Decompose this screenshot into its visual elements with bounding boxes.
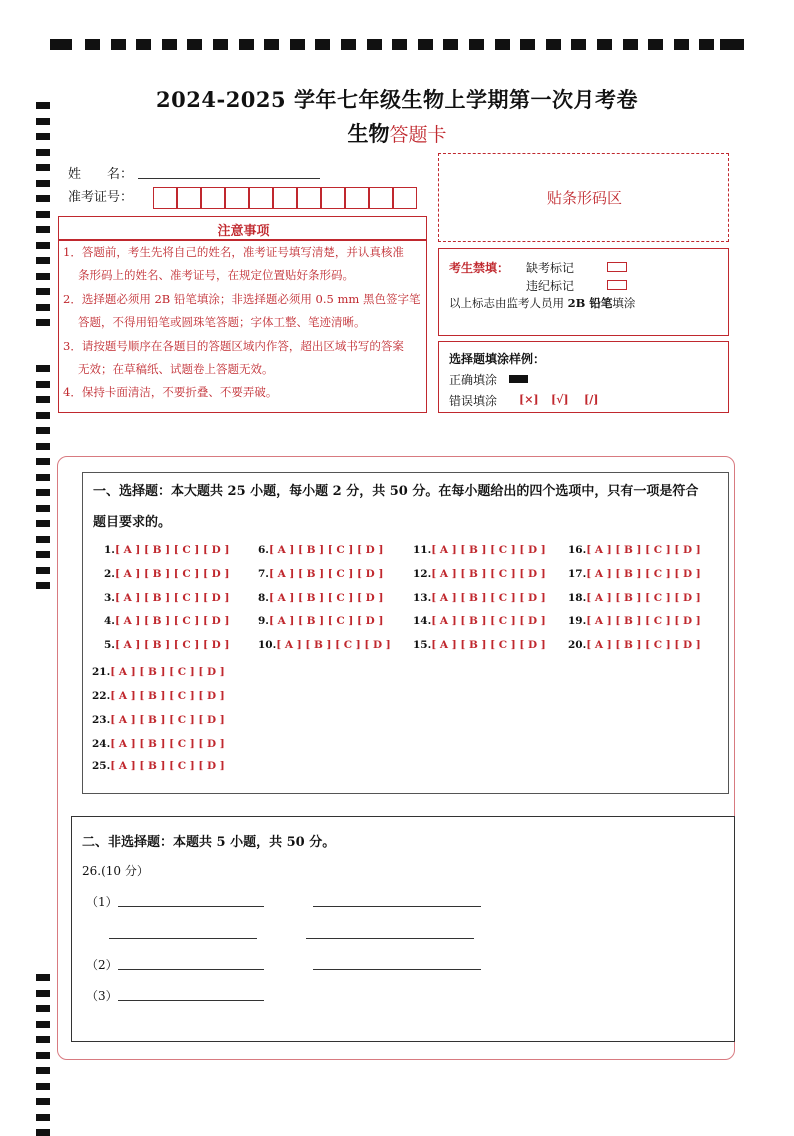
section1-title-line1: 一、选择题：本大题共 25 小题，每小题 2 分，共 50 分。在每小题给出的四个选项中，只有一项是符合 [93,484,699,499]
id-digit-box[interactable] [273,187,297,209]
timing-mark-left [36,489,50,496]
question-number: 19. [568,615,587,627]
notice-line-5: 3．请按题号顺序在各题目的答题区域内作答，超出区域书写的答案 [63,339,404,353]
timing-mark-top [111,39,126,50]
question-number: 12. [413,568,432,580]
answer-line-1d[interactable] [306,938,474,939]
timing-mark-left [36,458,50,465]
notice-title: 注意事项 [217,224,270,239]
id-label: 准考证号： [68,190,134,205]
timing-mark-top [674,39,689,50]
timing-mark-top [162,39,177,50]
timing-mark-top [571,39,586,50]
timing-mark-top [546,39,561,50]
timing-mark-left [36,211,50,218]
timing-mark-left [36,180,50,187]
timing-mark-top [85,39,100,50]
sub-question-1-label: （1） [86,895,118,909]
forbidden-title: 考生禁填： [449,261,510,275]
id-digit-box[interactable] [153,187,177,209]
answer-options[interactable]: [ A ] [ B ] [ C ] [ D ] [268,544,384,556]
answer-options[interactable]: [ A ] [ B ] [ C ] [ D ] [586,544,701,556]
timing-mark-left [36,381,50,388]
id-digit-box[interactable] [177,187,201,209]
timing-mark-left [36,536,50,543]
wrong-mark-check: [√] [551,393,569,406]
choice-question-6 [258,544,383,556]
choice-question-7 [258,568,383,580]
choice-question-14 [413,615,546,627]
exam-title: 2024-2025 学年七年级生物上学期第一次月考卷 [156,87,638,112]
section1-title-line2: 题目要求的。 [93,515,172,530]
forbidden-note [449,295,635,311]
timing-mark-top [290,39,305,50]
correct-fill-sample [509,375,528,383]
answer-options[interactable]: [ A ] [ B ] [ C ] [ D ] [114,544,230,556]
timing-mark-left [36,304,50,311]
question-number: 1. [104,544,115,556]
choice-question-22 [92,690,225,702]
timing-mark-top [187,39,202,50]
timing-mark-top [520,39,535,50]
timing-mark-left [36,1067,50,1074]
answer-options[interactable]: [ A ] [ B ] [ C ] [ D ] [431,568,546,580]
choice-question-2 [104,568,229,580]
barcode-area [438,153,729,242]
answer-line-1b[interactable] [313,906,481,907]
question-number: 16. [568,544,587,556]
question-number: 13. [413,592,432,604]
id-digit-box[interactable] [345,187,369,209]
timing-mark-left [36,1036,50,1043]
answer-options[interactable]: [ A ] [ B ] [ C ] [ D ] [110,714,225,726]
answer-line-1c[interactable] [109,938,257,939]
wrong-mark-x: [×] [519,393,539,406]
choice-question-10 [258,639,391,651]
timing-mark-left [36,1129,50,1136]
answer-line-2a[interactable] [118,969,264,970]
sub-question-2-label: （2） [86,958,118,972]
question-number: 9. [258,615,269,627]
timing-mark-left [36,365,50,372]
timing-mark-top [136,39,151,50]
timing-mark-left [36,1114,50,1121]
timing-mark-top [341,39,356,50]
absent-mark-box[interactable] [607,262,627,272]
choice-question-21 [92,666,225,678]
answer-options[interactable]: [ A ] [ B ] [ C ] [ D ] [431,639,546,651]
choice-question-20 [568,639,701,651]
id-digit-box[interactable] [201,187,225,209]
timing-mark-left [36,195,50,202]
timing-mark-left [36,427,50,434]
fill-example-box [438,341,729,413]
choice-question-8 [258,592,383,604]
question-number: 11. [413,544,432,556]
timing-mark-left [36,443,50,450]
answer-options[interactable]: [ A ] [ B ] [ C ] [ D ] [110,666,225,678]
notice-line-7: 4．保持卡面清洁，不要折叠、不要弄破。 [63,385,278,399]
wrong-mark-slash: [/] [584,393,599,406]
answer-options[interactable]: [ A ] [ B ] [ C ] [ D ] [268,592,384,604]
answer-options[interactable]: [ A ] [ B ] [ C ] [ D ] [114,592,230,604]
timing-mark-left [36,396,50,403]
timing-mark-top [699,39,714,50]
wrong-fill-label: 错误填涂 [449,394,498,408]
forbidden-box [438,248,729,336]
timing-mark-left [36,242,50,249]
timing-mark-left [36,567,50,574]
timing-mark-left [36,1021,50,1028]
name-field[interactable] [138,178,320,179]
answer-options[interactable]: [ A ] [ B ] [ C ] [ D ] [431,544,546,556]
question-number: 17. [568,568,587,580]
timing-mark-left [36,288,50,295]
timing-mark-left [36,257,50,264]
choice-question-17 [568,568,701,580]
timing-mark-top [623,39,638,50]
answer-card-label: 答题卡 [389,124,447,146]
timing-mark-top [213,39,228,50]
timing-mark-left [36,582,50,589]
answer-options[interactable]: [ A ] [ B ] [ C ] [ D ] [586,592,701,604]
absent-label: 缺考标记 [526,261,575,275]
question-number: 3. [104,592,115,604]
question-number: 10. [258,639,277,651]
question-number: 8. [258,592,269,604]
question-number: 24. [92,738,111,750]
forbidden-note-suffix: 填涂 [612,296,636,310]
timing-mark-left [36,974,50,981]
timing-mark-top [315,39,330,50]
choice-question-11 [413,544,546,556]
choice-question-18 [568,592,701,604]
choice-question-23 [92,714,225,726]
timing-mark-left [36,551,50,558]
section2-title: 二、非选择题：本题共 5 小题，共 50 分。 [82,835,336,850]
question-number: 2. [104,568,115,580]
notice-header [58,216,427,240]
answer-options[interactable]: [ A ] [ B ] [ C ] [ D ] [114,615,230,627]
id-digit-box[interactable] [297,187,321,209]
timing-mark-left [36,1052,50,1059]
answer-options[interactable]: [ A ] [ B ] [ C ] [ D ] [114,568,230,580]
question-number: 6. [258,544,269,556]
answer-options[interactable]: [ A ] [ B ] [ C ] [ D ] [114,639,230,651]
notice-line-3: 2．选择题必须用 2B 铅笔填涂；非选择题必须用 0.5 mm 黑色签字笔 [63,292,421,306]
timing-mark-top [443,39,458,50]
answer-options[interactable]: [ A ] [ B ] [ C ] [ D ] [431,592,546,604]
timing-mark-top [418,39,433,50]
timing-mark-left [36,520,50,527]
timing-mark-left [36,273,50,280]
answer-options[interactable]: [ A ] [ B ] [ C ] [ D ] [586,639,701,651]
answer-options[interactable]: [ A ] [ B ] [ C ] [ D ] [276,639,391,651]
choice-question-25 [92,760,225,772]
choice-question-1 [104,544,229,556]
timing-mark-top [597,39,612,50]
correct-fill-label: 正确填涂 [449,373,498,387]
answer-line-1a[interactable] [118,906,264,907]
question-number: 22. [92,690,111,702]
timing-mark-top [392,39,407,50]
notice-line-6: 无效；在草稿纸、试题卷上答题无效。 [78,362,274,376]
choice-question-12 [413,568,546,580]
answer-options[interactable]: [ A ] [ B ] [ C ] [ D ] [268,615,384,627]
question-number: 5. [104,639,115,651]
answer-options[interactable]: [ A ] [ B ] [ C ] [ D ] [431,615,546,627]
exam-subtitle [0,118,794,148]
forbidden-note-prefix: 以上标志由监考人员用 [449,296,568,310]
timing-mark-left [36,505,50,512]
timing-mark-top [648,39,663,50]
timing-mark-top [239,39,254,50]
choice-question-24 [92,738,225,750]
answer-options[interactable]: [ A ] [ B ] [ C ] [ D ] [586,568,701,580]
timing-mark-top [50,39,72,50]
timing-mark-top [367,39,382,50]
notice-line-2: 条形码上的姓名、准考证号，在规定位置贴好条形码。 [78,268,354,282]
answer-options[interactable]: [ A ] [ B ] [ C ] [ D ] [586,615,701,627]
name-label: 姓 名： [68,167,134,182]
choice-question-19 [568,615,701,627]
question-number: 21. [92,666,111,678]
timing-mark-top [264,39,279,50]
subject-label: 生物 [347,121,390,146]
question-number: 20. [568,639,587,651]
question-number: 25. [92,760,111,772]
choice-question-9 [258,615,383,627]
notice-line-1: 1．答题前，考生先将自己的姓名，准考证号填写清楚，并认真核准 [63,245,404,259]
answer-options[interactable]: [ A ] [ B ] [ C ] [ D ] [110,760,225,772]
timing-mark-left [36,1005,50,1012]
question-number: 23. [92,714,111,726]
forbidden-note-bold: 2B 铅笔 [567,296,613,310]
barcode-area-label: 贴条形码区 [546,189,622,207]
id-digit-box[interactable] [225,187,249,209]
choice-question-3 [104,592,229,604]
timing-mark-left [36,474,50,481]
question-number: 18. [568,592,587,604]
sub-question-3-label: （3） [86,989,118,1003]
choice-question-4 [104,615,229,627]
id-digit-box[interactable] [369,187,393,209]
id-digit-box[interactable] [249,187,273,209]
id-digit-box[interactable] [393,187,417,209]
answer-line-3a[interactable] [118,1000,264,1001]
answer-options[interactable]: [ A ] [ B ] [ C ] [ D ] [110,738,225,750]
question-number: 7. [258,568,269,580]
timing-mark-left [36,990,50,997]
violation-mark-box[interactable] [607,280,627,290]
timing-mark-left [36,412,50,419]
notice-line-4: 答题，不得用铅笔或圆珠笔答题；字体工整、笔迹清晰。 [78,315,366,329]
question-26-label: 26.(10 分） [82,864,149,878]
answer-options[interactable]: [ A ] [ B ] [ C ] [ D ] [110,690,225,702]
answer-line-2b[interactable] [313,969,481,970]
choice-question-16 [568,544,701,556]
violation-label: 违纪标记 [526,279,575,293]
timing-mark-left [36,319,50,326]
timing-mark-left [36,164,50,171]
choice-question-5 [104,639,229,651]
question-number: 15. [413,639,432,651]
timing-mark-left [36,1098,50,1105]
timing-mark-left [36,226,50,233]
choice-question-13 [413,592,546,604]
choice-question-15 [413,639,546,651]
question-number: 4. [104,615,115,627]
timing-mark-top [469,39,484,50]
timing-mark-left [36,1083,50,1090]
timing-mark-left [36,149,50,156]
answer-options[interactable]: [ A ] [ B ] [ C ] [ D ] [268,568,384,580]
timing-mark-top [495,39,510,50]
id-digit-box[interactable] [321,187,345,209]
question-number: 14. [413,615,432,627]
fill-example-title: 选择题填涂样例： [449,352,546,366]
timing-mark-top [720,39,744,50]
